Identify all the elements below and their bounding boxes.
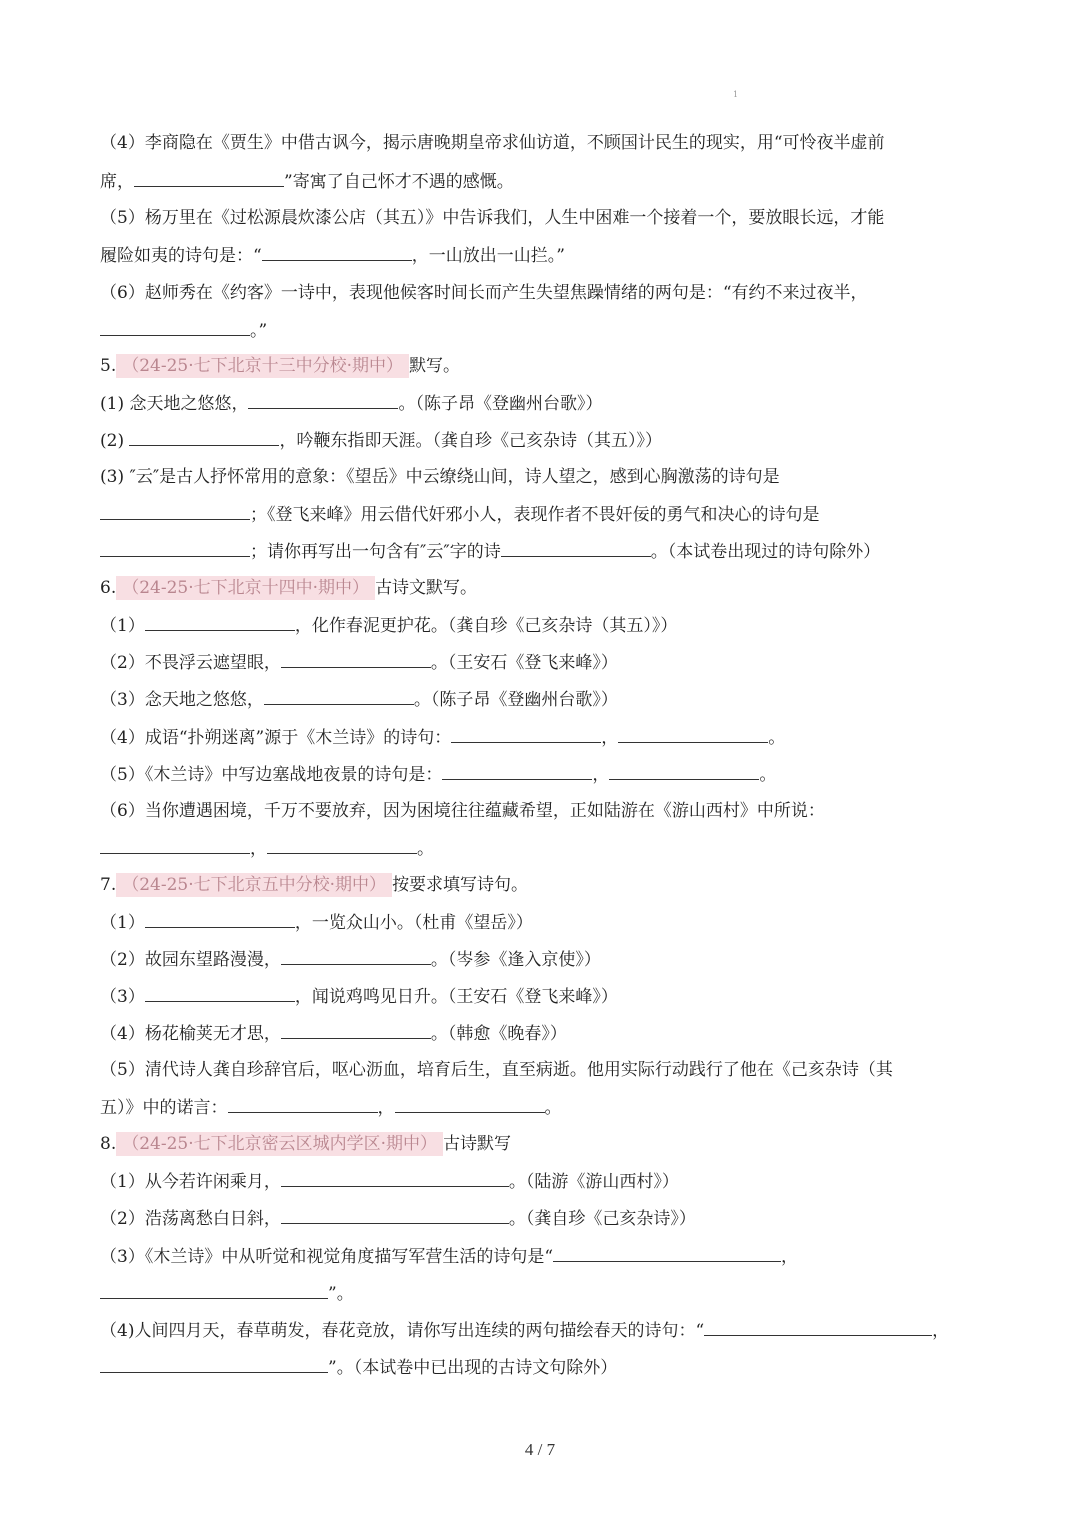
source-tag: （24-25·七下北京十三中分校·期中）: [116, 354, 409, 378]
q4-item4-line2: 席， ”寄寓了自己怀才不遇的感慨。: [100, 169, 988, 194]
answer-blank[interactable]: [553, 1244, 781, 1262]
q7-item5-line1: （5）清代诗人龚自珍辞官后，呕心沥血，培育后生，直至病逝。他用实际行动践行了他在《己亥杂诗（其: [100, 1060, 893, 1080]
q8-item3-line1: （3）《木兰诗》中从听觉和视觉角度描写军营生活的诗句是“ ，: [100, 1244, 988, 1269]
q8-item3-line2: ”。: [100, 1281, 988, 1306]
answer-blank[interactable]: [129, 428, 279, 446]
q6-item2: （2）不畏浮云遮望眼， 。（王安石《登飞来峰》）: [100, 650, 988, 675]
answer-blank[interactable]: [618, 725, 768, 743]
source-tag: （24-25·七下北京五中分校·期中）: [116, 873, 392, 897]
answer-blank[interactable]: [395, 1095, 545, 1113]
q4-item4-line1: （4）李商隐在《贾生》中借古讽今，揭示唐晚期皇帝求仙访道，不顾国计民生的现实，用“可怜夜半虚前: [100, 133, 885, 153]
q6-item4: （4）成语“扑朔迷离”源于《木兰诗》的诗句： ， 。: [100, 725, 988, 750]
source-tag: （24-25·七下北京十四中·期中）: [116, 576, 375, 600]
q7-item2: （2）故园东望路漫漫， 。（岑参《逢入京使》）: [100, 947, 988, 972]
q8-item4-line1: （4)人间四月天，春草萌发，春花竞放，请你写出连续的两句描绘春天的诗句：“ ，: [100, 1318, 988, 1343]
q7-item1: （1） ，一览众山小。（杜甫《望岳》）: [100, 910, 988, 935]
q4-item5-line2: 履险如夷的诗句是：“ ，一山放出一山拦。”: [100, 243, 988, 268]
answer-blank[interactable]: [281, 947, 431, 965]
q4-item6-line2: 。”: [100, 318, 988, 343]
q5-item3-line2: ；《登飞来峰》用云借代奸邪小人，表现作者不畏奸佞的勇气和决心的诗句是: [100, 502, 988, 527]
source-tag: （24-25·七下北京密云区城内学区·期中）: [116, 1132, 443, 1156]
q6-item5: （5）《木兰诗》中写边塞战地夜景的诗句是： ， 。: [100, 762, 988, 787]
answer-blank[interactable]: [609, 762, 759, 780]
answer-blank[interactable]: [281, 1206, 509, 1224]
q6-item6-line1: （6）当你遭遇困境，千万不要放弃，因为困境往往蕴藏希望，正如陆游在《游山西村》中所说：: [100, 801, 825, 821]
q6-item6-line2: ， 。: [100, 836, 988, 861]
q5-item3-line1: (3) ″云″是古人抒怀常用的意象：《望岳》中云缭绕山间，诗人望之，感到心胸激荡的诗句是: [100, 467, 780, 487]
q6-item1: （1） ，化作春泥更护花。（龚自珍《己亥杂诗（其五）》）: [100, 613, 988, 638]
q7-item3: （3） ，闻说鸡鸣见日升。（王安石《登飞来峰》）: [100, 984, 988, 1009]
q4-item5-line1: （5）杨万里在《过松源晨炊漆公店（其五）》中告诉我们，人生中困难一个接着一个，要放眼长远，才能: [100, 208, 885, 228]
q7-item5-line2: 五）》中的诺言： ， 。: [100, 1095, 988, 1120]
q4-item6-line1: （6）赵师秀在《约客》一诗中，表现他候客时间长而产生失望焦躁情绪的两句是：“有约不来过夜半，: [100, 283, 868, 303]
q5-item1: (1) 念天地之悠悠， 。（陈子昂《登幽州台歌》）: [100, 391, 988, 416]
q8-item2: （2）浩荡离愁白日斜， 。（龚自珍《己亥杂诗》）: [100, 1206, 988, 1231]
answer-blank[interactable]: [501, 539, 651, 557]
q5-item3-line3: ；请你再写出一句含有″云″字的诗 。（本试卷出现过的诗句除外）: [100, 539, 988, 564]
q8-item1: （1）从今若许闲乘月， 。（陆游《游山西村》）: [100, 1169, 988, 1194]
q5-header: 5. （24-25·七下北京十三中分校·期中） 默写。: [100, 356, 461, 376]
answer-blank[interactable]: [100, 1355, 328, 1373]
answer-blank[interactable]: [100, 318, 250, 336]
page-number: 4 / 7: [524, 1440, 556, 1459]
q6-header: 6. （24-25·七下北京十四中·期中） 古诗文默写。: [100, 578, 478, 598]
answer-blank[interactable]: [248, 391, 398, 409]
answer-blank[interactable]: [281, 1021, 431, 1039]
answer-blank[interactable]: [145, 613, 295, 631]
answer-blank[interactable]: [442, 762, 592, 780]
q5-item2: (2) ，吟鞭东指即天涯。（龚自珍《己亥杂诗（其五）》）: [100, 428, 988, 453]
q7-item4: （4）杨花榆荚无才思， 。（韩愈《晚春》）: [100, 1021, 988, 1046]
q8-item4-line2: ”。（本试卷中已出现的古诗文句除外）: [100, 1355, 988, 1380]
answer-blank[interactable]: [267, 836, 417, 854]
answer-blank[interactable]: [145, 984, 295, 1002]
answer-blank[interactable]: [100, 539, 250, 557]
q6-item3: （3）念天地之悠悠， 。（陈子昂《登幽州台歌》）: [100, 687, 988, 712]
answer-blank[interactable]: [264, 687, 414, 705]
page-mark: 1: [733, 90, 739, 99]
answer-blank[interactable]: [100, 502, 250, 520]
answer-blank[interactable]: [451, 725, 601, 743]
q8-header: 8. （24-25·七下北京密云区城内学区·期中） 古诗默写: [100, 1134, 512, 1154]
answer-blank[interactable]: [262, 243, 412, 261]
answer-blank[interactable]: [281, 650, 431, 668]
answer-blank[interactable]: [228, 1095, 378, 1113]
answer-blank[interactable]: [134, 169, 284, 187]
q7-header: 7. （24-25·七下北京五中分校·期中） 按要求填写诗句。: [100, 875, 529, 895]
answer-blank[interactable]: [145, 910, 295, 928]
answer-blank[interactable]: [100, 836, 250, 854]
answer-blank[interactable]: [704, 1318, 932, 1336]
answer-blank[interactable]: [100, 1281, 328, 1299]
answer-blank[interactable]: [281, 1169, 509, 1187]
